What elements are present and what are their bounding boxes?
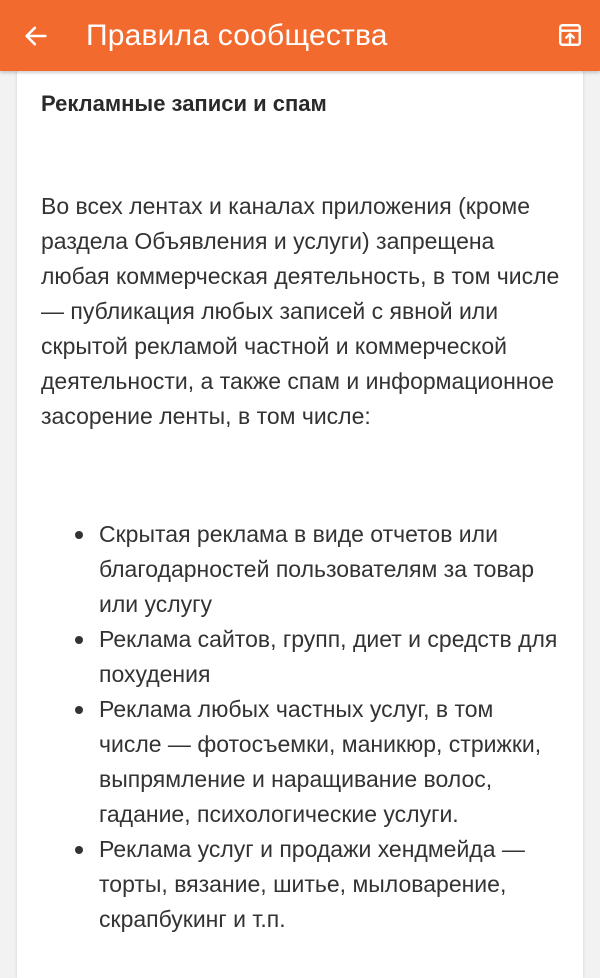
- list-item: Скрытая реклама в виде отчетов или благодарностей пользователям за товар или услугу: [41, 517, 561, 622]
- list-item: Реклама услуг и продажи хендмейда — торты, вязание, шитье, мыловарение, скрапбукинг и т.п.: [41, 832, 561, 937]
- page-title: Правила сообщества: [86, 18, 388, 52]
- arrow-left-icon: [22, 22, 50, 50]
- intro-paragraph: Во всех лентах и каналах приложения (кроме раздела Объявления и услуги) запрещена любая коммерческая деятельность, в том числе — публикация любых записей с явной или скрытой рекламой частной и коммерческой деятельности, а также спам и информационное засорение ленты, в том числе:: [41, 193, 560, 429]
- open-in-app-icon: [557, 22, 583, 48]
- app-bar: [0, 0, 600, 71]
- section-title: Рекламные записи и спам: [41, 91, 327, 116]
- list-item: Реклама любых частных услуг, в том числе — фотосъемки, маникюр, стрижки, выпрямление и наращивание волос, гадание, психологические услуги.: [41, 692, 561, 832]
- list-item: Реклама сайтов, групп, диет и средств для похудения: [41, 622, 561, 692]
- back-button[interactable]: [0, 0, 72, 71]
- open-external-button[interactable]: [554, 19, 586, 51]
- rules-list: [41, 517, 561, 937]
- rules-card: [17, 71, 583, 978]
